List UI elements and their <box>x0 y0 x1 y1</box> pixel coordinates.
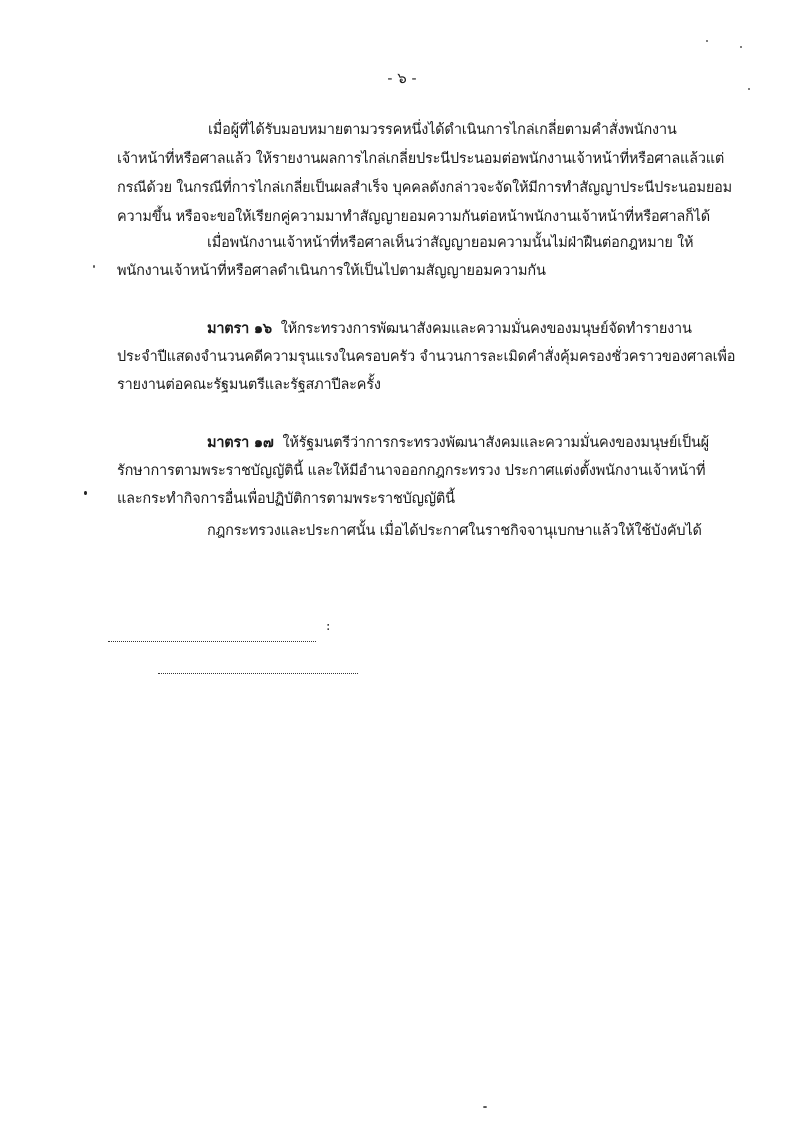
signature-colon: : <box>326 619 331 634</box>
scan-speck <box>706 40 708 42</box>
scan-speck <box>93 265 95 268</box>
scan-speck <box>483 1106 487 1108</box>
paragraph-line: พนักงานเจ้าหน้าที่หรือศาลดำเนินการให้เป็นไปตามสัญญายอมความกัน <box>117 263 546 279</box>
paragraph-line: เมื่อผู้ที่ได้รับมอบหมายตามวรรคหนึ่งได้ดำเนินการไกล่เกลี่ยตามคำสั่งพนักงาน <box>208 122 677 138</box>
paragraph-text: ให้รัฐมนตรีว่าการกระทรวงพัฒนาสังคมและความมั่นคงของมนุษย์เป็นผู้ <box>282 435 709 451</box>
section-17-label: มาตรา ๑๗ <box>207 434 274 451</box>
paragraph-line: รายงานต่อคณะรัฐมนตรีและรัฐสภาปีละครั้ง <box>117 377 381 393</box>
signature-dotted-line <box>158 671 358 674</box>
scan-speck <box>84 491 87 495</box>
section-16-label: มาตรา ๑๖ <box>207 320 272 337</box>
paragraph-text: ให้กระทรวงการพัฒนาสังคมและความมั่นคงของมนุษย์จัดทำรายงาน <box>280 321 692 337</box>
paragraph-line: ประจำปีแสดงจำนวนคดีความรุนแรงในครอบครัว จำนวนการละเมิดคำสั่งคุ้มครองชั่วคราวของศาลเพื่อ <box>117 349 736 365</box>
paragraph-line: ความขึ้น หรือจะขอให้เรียกคู่ความมาทำสัญญายอมความกันต่อหน้าพนักงานเจ้าหน้าที่หรือศาลก็ได้ <box>117 209 710 225</box>
paragraph-line: กฎกระทรวงและประกาศนั้น เมื่อได้ประกาศในราชกิจจานุเบกษาแล้วให้ใช้บังคับได้ <box>207 523 702 539</box>
scan-speck <box>740 46 742 48</box>
page-number: - ๖ - <box>387 69 417 87</box>
paragraph-line: เมื่อพนักงานเจ้าหน้าที่หรือศาลเห็นว่าสัญญายอมความนั้นไม่ฝ่าฝืนต่อกฎหมาย ให้ <box>207 235 694 251</box>
paragraph-line: รักษาการตามพระราชบัญญัตินี้ และให้มีอำนาจออกกฎกระทรวง ประกาศแต่งตั้งพนักงานเจ้าหน้าที่ <box>117 463 706 479</box>
scan-speck <box>748 88 750 90</box>
signature-dotted-line <box>108 639 316 642</box>
section-16-first-line <box>207 320 692 338</box>
paragraph-line: กรณีด้วย ในกรณีที่การไกล่เกลี่ยเป็นผลสำเร็จ บุคคลดังกล่าวจะจัดให้มีการทำสัญญาประนีประนอมยอม <box>117 180 732 196</box>
section-17-first-line <box>207 434 709 452</box>
paragraph-line: เจ้าหน้าที่หรือศาลแล้ว ให้รายงานผลการไกล่เกลี่ยประนีประนอมต่อพนักงานเจ้าหน้าที่หรือศาลแล้วแต่ <box>117 151 725 167</box>
paragraph-line: และกระทำกิจการอื่นเพื่อปฏิบัติการตามพระราชบัญญัตินี้ <box>117 491 455 507</box>
